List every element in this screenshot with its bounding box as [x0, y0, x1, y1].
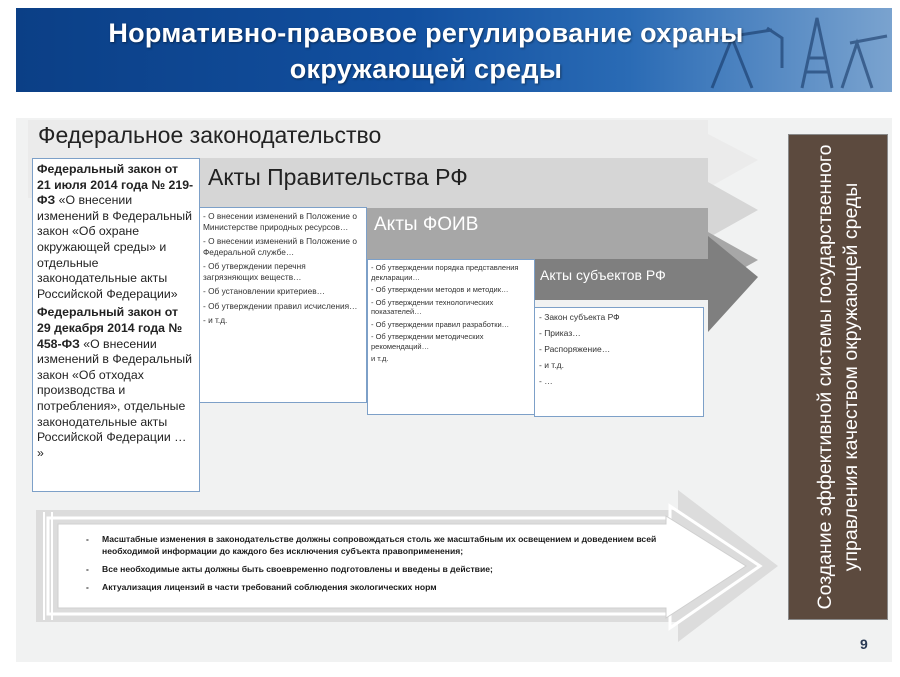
list-item: - Об утверждении порядка представления декларации… — [371, 263, 519, 282]
list-item: - Об утверждении методов и методик… — [371, 285, 509, 294]
list-item: - Об утверждении перечня загрязняющих веществ… — [203, 261, 306, 282]
list-item: - Об утверждении методических рекомендаций… — [371, 332, 484, 351]
summary-notes — [86, 533, 666, 599]
list-item: - О внесении изменений в Положение о Министерстве природных ресурсов… — [203, 211, 357, 232]
goal-text: Создание эффективной системы государственного управления качеством окружающей среды — [814, 144, 862, 610]
federal-laws-box — [32, 158, 200, 492]
federal-law-458: Федеральный закон от 29 декабря 2014 года № 458-ФЗ «О внесении изменений в Федеральный закон «Об отходах производства и потребления», отдельные законодательные акты Российской Федерации … » — [37, 305, 193, 460]
list-item: - Актуализация лицензий в части требований соблюдения экологических норм — [86, 582, 437, 592]
list-item: - Об утверждении правил разработки… — [371, 319, 510, 329]
list-item: - Закон субъекта РФ — [539, 312, 620, 322]
subjects-level-title: Акты субъектов РФ — [540, 267, 666, 283]
list-item: - … — [539, 376, 553, 386]
list-item: - и т.д. — [203, 315, 228, 325]
list-item: и т.д. — [371, 354, 389, 363]
list-item: - Об утверждении технологических показателей… — [371, 297, 494, 316]
government-level-title: Акты Правительства РФ — [208, 164, 468, 190]
list-item: - Распоряжение… — [539, 344, 611, 354]
page-number: 9 — [860, 636, 868, 652]
foiv-level-title: Акты ФОИВ — [374, 214, 479, 235]
foiv-acts-box — [367, 259, 535, 415]
list-item: - Масштабные изменения в законодательстве должны сопровождаться столь же масштабным их освещением и доведением всей необходимой информации до каждого без исключения субъекта правоприменения; — [86, 534, 657, 556]
list-item: - О внесении изменений в Положение о Федеральной службе… — [203, 236, 357, 257]
list-item: - Приказ… — [539, 328, 581, 338]
list-item: - Все необходимые акты должны быть своевременно подготовлены и введены в действие; — [86, 564, 493, 574]
government-acts-box — [199, 207, 367, 403]
page-title-line1: Нормативно-правовое регулирование охраны — [108, 18, 744, 48]
list-item: - Об утверждении правил исчисления… — [203, 300, 358, 311]
list-item: - и т.д. — [539, 360, 564, 370]
federal-law-219: Федеральный закон от 21 июля 2014 года № 219-ФЗ «О внесении изменений в Федеральный закон «Об охране окружающей среды» и отдельные законодательные акты Российской Федерации» — [37, 162, 194, 301]
list-item: - Об установлении критериев… — [203, 286, 325, 296]
page-title-line2: окружающей среды — [289, 54, 563, 84]
subjects-acts-box — [534, 307, 704, 417]
federal-level-title: Федеральное законодательство — [38, 122, 382, 148]
